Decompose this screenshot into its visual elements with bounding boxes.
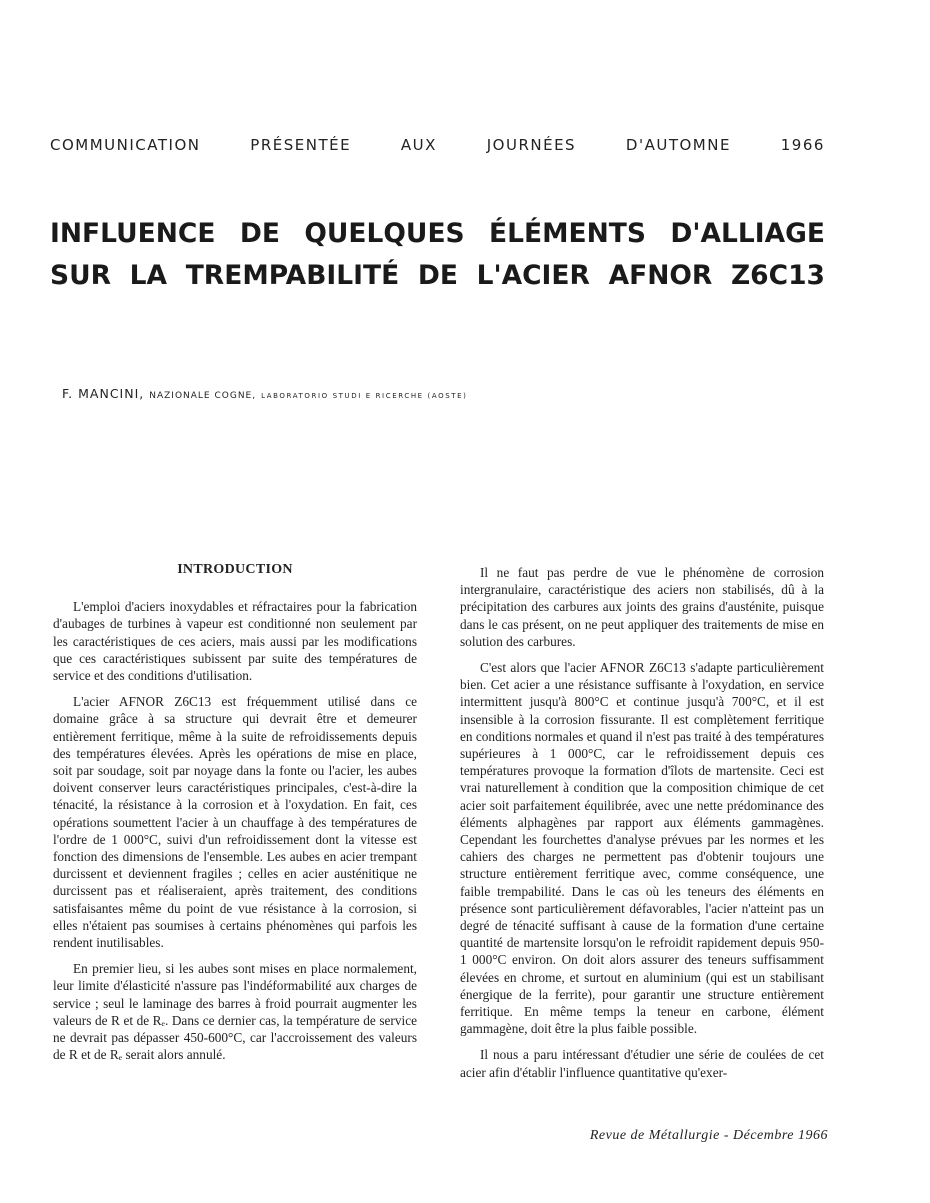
kicker-word: D'AUTOMNE — [625, 136, 731, 154]
author-lab: LABORATORIO STUDI E RICERCHE (AOSTE) — [261, 392, 468, 400]
kicker-word: 1966 — [780, 136, 825, 154]
title-word: L'ACIER — [476, 260, 590, 291]
title-word: Z6C13 — [730, 260, 825, 291]
author-affiliation — [62, 386, 468, 401]
title-word: AFNOR — [608, 260, 713, 291]
title-word: ÉLÉMENTS — [489, 218, 646, 249]
paragraph: Il ne faut pas perdre de vue le phénomène de corrosion intergranulaire, caractéristique des aciers non stabilisés, dû à la précipitation des carbures aux joints des grains d'austénite, puisque dans le cas présent, on ne peut appliquer des traitements de mise en solution des carbures. — [460, 565, 824, 649]
left-column — [53, 561, 417, 1072]
paragraph: L'acier AFNOR Z6C13 est fréquemment utilisé dans ce domaine grâce à sa structure qui devrait être et demeurer entièrement ferritique, même à la suite de refroidissements depuis des températures élevées. Après les opérations de mise en place, soit par soudage, soit par noyage dans la fonte ou l'acier, les aubes doivent conserver leurs caractéristiques principales, c'est-à-dire la ténacité, la résistance à la corrosion et à l'oxydation. En fait, ces opérations soumettent l'acier à un chauffage à des températures de l'ordre de 1 000°C, suivi d'un refroidissement dont la vitesse est fonction des dimensions de l'ensemble. Les aubes en acier trempant durcissent et deviennent fragiles ; celles en acier austénitique ne durcissent pas et réaliseraient, après traitement, des conditions satisfaisantes même du point de vue résistance à la corrosion, si elles n'étaient pas soumises à certains phénomènes qui parfois les rendent inutilisables. — [53, 694, 417, 951]
author-company: NAZIONALE COGNE, — [149, 391, 257, 401]
paragraph: C'est alors que l'acier AFNOR Z6C13 s'adapte particulièrement bien. Cet acier a une résistance suffisante à l'oxydation, en service intermittent jusqu'à 800°C et continue jusqu'à 700°C, et il est insensible à la corrosion fissurante. Il est complètement ferritique en conditions normales et quand il n'est pas traité à des températures supérieures à 1 000°C, car le refroidissement depuis ces températures provoque la formation d'îlots de martensite. Ceci est vrai naturellement à condition que la composition chimique de cet acier soit parfaitement équilibrée, avec une nette prédominance des éléments alphagènes par rapport aux éléments gammagènes. Cependant les fourchettes d'analyse prévues par les normes et les cahiers des charges ne permettent pas d'obtenir toujours une structure entièrement ferritique avec, comme conséquence, une faible trempabilité. Dans le cas où les teneurs des éléments en présence sont particulièrement défavorables, l'acier n'atteint pas un degré de ténacité suffisant à cause de la formation d'une certaine quantité de martensite lorsqu'on le refroidit rapidement depuis 950-1 000°C environ. On doit alors assurer des teneurs suffisamment élevées en chrome, et surtout en aluminium (qui est un stabilisant énergique de la ferrite), pour garantir une structure entièrement ferritique. En même temps la teneur en carbone, élément gammagène, doit être la plus faible possible. — [460, 660, 824, 1037]
kicker-word: AUX — [400, 136, 437, 154]
title-line-1 — [50, 213, 825, 255]
paper-title — [50, 213, 825, 297]
title-word: SUR — [50, 260, 112, 291]
kicker-word: JOURNÉES — [486, 136, 577, 154]
paragraph: En premier lieu, si les aubes sont mises en place normalement, leur limite d'élasticité n'assure pas l'indéformabilité aux charges de service ; seul le laminage des barres à froid pourrait augmenter les valeurs de R et de Rₑ. Dans ce dernier cas, la température de service ne devrait pas dépasser 450-600°C, car l'accroissement des valeurs de R et de Rₑ serait alors annulé. — [53, 961, 417, 1063]
journal-footer: Revue de Métallurgie - Décembre 1966 — [589, 1128, 828, 1143]
paragraph: Il nous a paru intéressant d'étudier une série de coulées de cet acier afin d'établir l'influence quantitative qu'exer- — [460, 1047, 824, 1080]
kicker-word: COMMUNICATION — [50, 136, 201, 154]
paragraph: L'emploi d'aciers inoxydables et réfractaires pour la fabrication d'aubages de turbines à vapeur est conditionné non seulement par les caractéristiques de ces aciers, mais aussi par les modifications que ces caractéristiques subissent par suite des températures de service et des conditions d'utilisation. — [53, 599, 417, 684]
author-name: F. MANCINI, — [62, 386, 145, 401]
title-word: LA — [129, 260, 168, 291]
title-word: INFLUENCE — [50, 218, 216, 249]
kicker-word: PRÉSENTÉE — [250, 136, 352, 154]
title-word: D'ALLIAGE — [670, 218, 825, 249]
section-heading: INTRODUCTION — [177, 562, 293, 577]
title-word: TREMPABILITÉ — [185, 260, 400, 291]
title-line-2 — [50, 255, 825, 297]
conference-kicker — [50, 136, 825, 154]
title-word: DE — [417, 260, 458, 291]
right-column — [460, 564, 824, 1090]
title-word: DE — [239, 218, 280, 249]
title-word: QUELQUES — [304, 218, 465, 249]
